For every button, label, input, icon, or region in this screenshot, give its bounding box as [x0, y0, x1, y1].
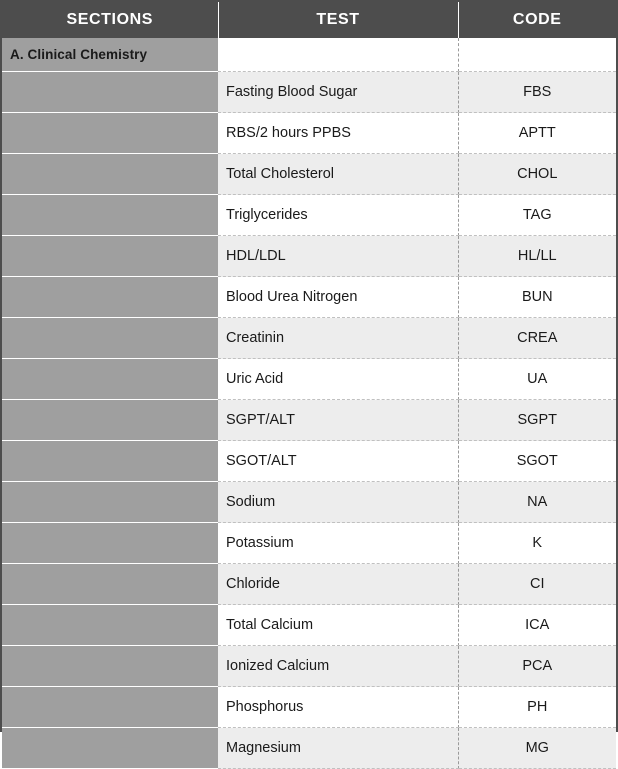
section-cell-empty [2, 605, 218, 646]
test-name-cell: Blood Urea Nitrogen [218, 277, 458, 318]
test-name-cell: Uric Acid [218, 359, 458, 400]
table-row [2, 564, 616, 605]
section-cell-empty [2, 113, 218, 154]
test-code-cell: NA [458, 482, 616, 523]
section-cell-empty [2, 523, 218, 564]
test-name-cell: Fasting Blood Sugar [218, 72, 458, 113]
test-code-cell: ICA [458, 605, 616, 646]
section-cell-empty [2, 564, 218, 605]
table-row [2, 38, 616, 72]
test-name-cell: Creatinin [218, 318, 458, 359]
test-name-cell: Phosphorus [218, 687, 458, 728]
table-row [2, 523, 616, 564]
section-cell-empty [2, 195, 218, 236]
section-cell-empty [2, 318, 218, 359]
section-cell-empty [2, 482, 218, 523]
table-row [2, 318, 616, 359]
section-cell-empty [2, 236, 218, 277]
test-name-cell: SGOT/ALT [218, 441, 458, 482]
test-code-cell: FBS [458, 72, 616, 113]
test-code-cell: CREA [458, 318, 616, 359]
section-cell-empty [2, 154, 218, 195]
test-name-cell: Sodium [218, 482, 458, 523]
test-code-cell: MG [458, 728, 616, 769]
table-row [2, 195, 616, 236]
test-name-cell: Chloride [218, 564, 458, 605]
test-name-cell: Total Calcium [218, 605, 458, 646]
section-cell-empty [2, 277, 218, 318]
test-code-cell: HL/LL [458, 236, 616, 277]
test-code-cell: PCA [458, 646, 616, 687]
test-name-cell: Magnesium [218, 728, 458, 769]
section-cell-empty [2, 687, 218, 728]
test-code-cell: K [458, 523, 616, 564]
table-row [2, 154, 616, 195]
table-row [2, 400, 616, 441]
table-row [2, 605, 616, 646]
test-code-cell: PH [458, 687, 616, 728]
test-code-cell: TAG [458, 195, 616, 236]
section-cell-empty [2, 728, 218, 769]
test-cell-empty [218, 38, 458, 72]
table-body [2, 38, 616, 769]
test-name-cell: Triglycerides [218, 195, 458, 236]
test-name-cell: SGPT/ALT [218, 400, 458, 441]
test-code-cell: CI [458, 564, 616, 605]
column-header-code: CODE [458, 2, 616, 38]
section-cell-empty [2, 400, 218, 441]
test-code-cell: SGOT [458, 441, 616, 482]
test-name-cell: Total Cholesterol [218, 154, 458, 195]
column-header-sections: SECTIONS [2, 2, 218, 38]
section-label: A. Clinical Chemistry [2, 38, 218, 72]
lab-test-table [2, 2, 616, 769]
test-code-cell: SGPT [458, 400, 616, 441]
table-header [2, 2, 616, 38]
table-row [2, 236, 616, 277]
table-row [2, 482, 616, 523]
code-cell-empty [458, 38, 616, 72]
table-row [2, 646, 616, 687]
table-row [2, 277, 616, 318]
table-row [2, 113, 616, 154]
table-row [2, 359, 616, 400]
test-code-cell: APTT [458, 113, 616, 154]
test-name-cell: RBS/2 hours PPBS [218, 113, 458, 154]
section-cell-empty [2, 646, 218, 687]
test-code-cell: CHOL [458, 154, 616, 195]
section-cell-empty [2, 359, 218, 400]
table-row [2, 72, 616, 113]
table-row [2, 687, 616, 728]
test-name-cell: Potassium [218, 523, 458, 564]
test-name-cell: HDL/LDL [218, 236, 458, 277]
table-header-row [2, 2, 616, 38]
table-row [2, 728, 616, 769]
column-header-test: TEST [218, 2, 458, 38]
section-cell-empty [2, 72, 218, 113]
test-code-cell: UA [458, 359, 616, 400]
table-row [2, 441, 616, 482]
test-code-cell: BUN [458, 277, 616, 318]
section-cell-empty [2, 441, 218, 482]
test-name-cell: Ionized Calcium [218, 646, 458, 687]
